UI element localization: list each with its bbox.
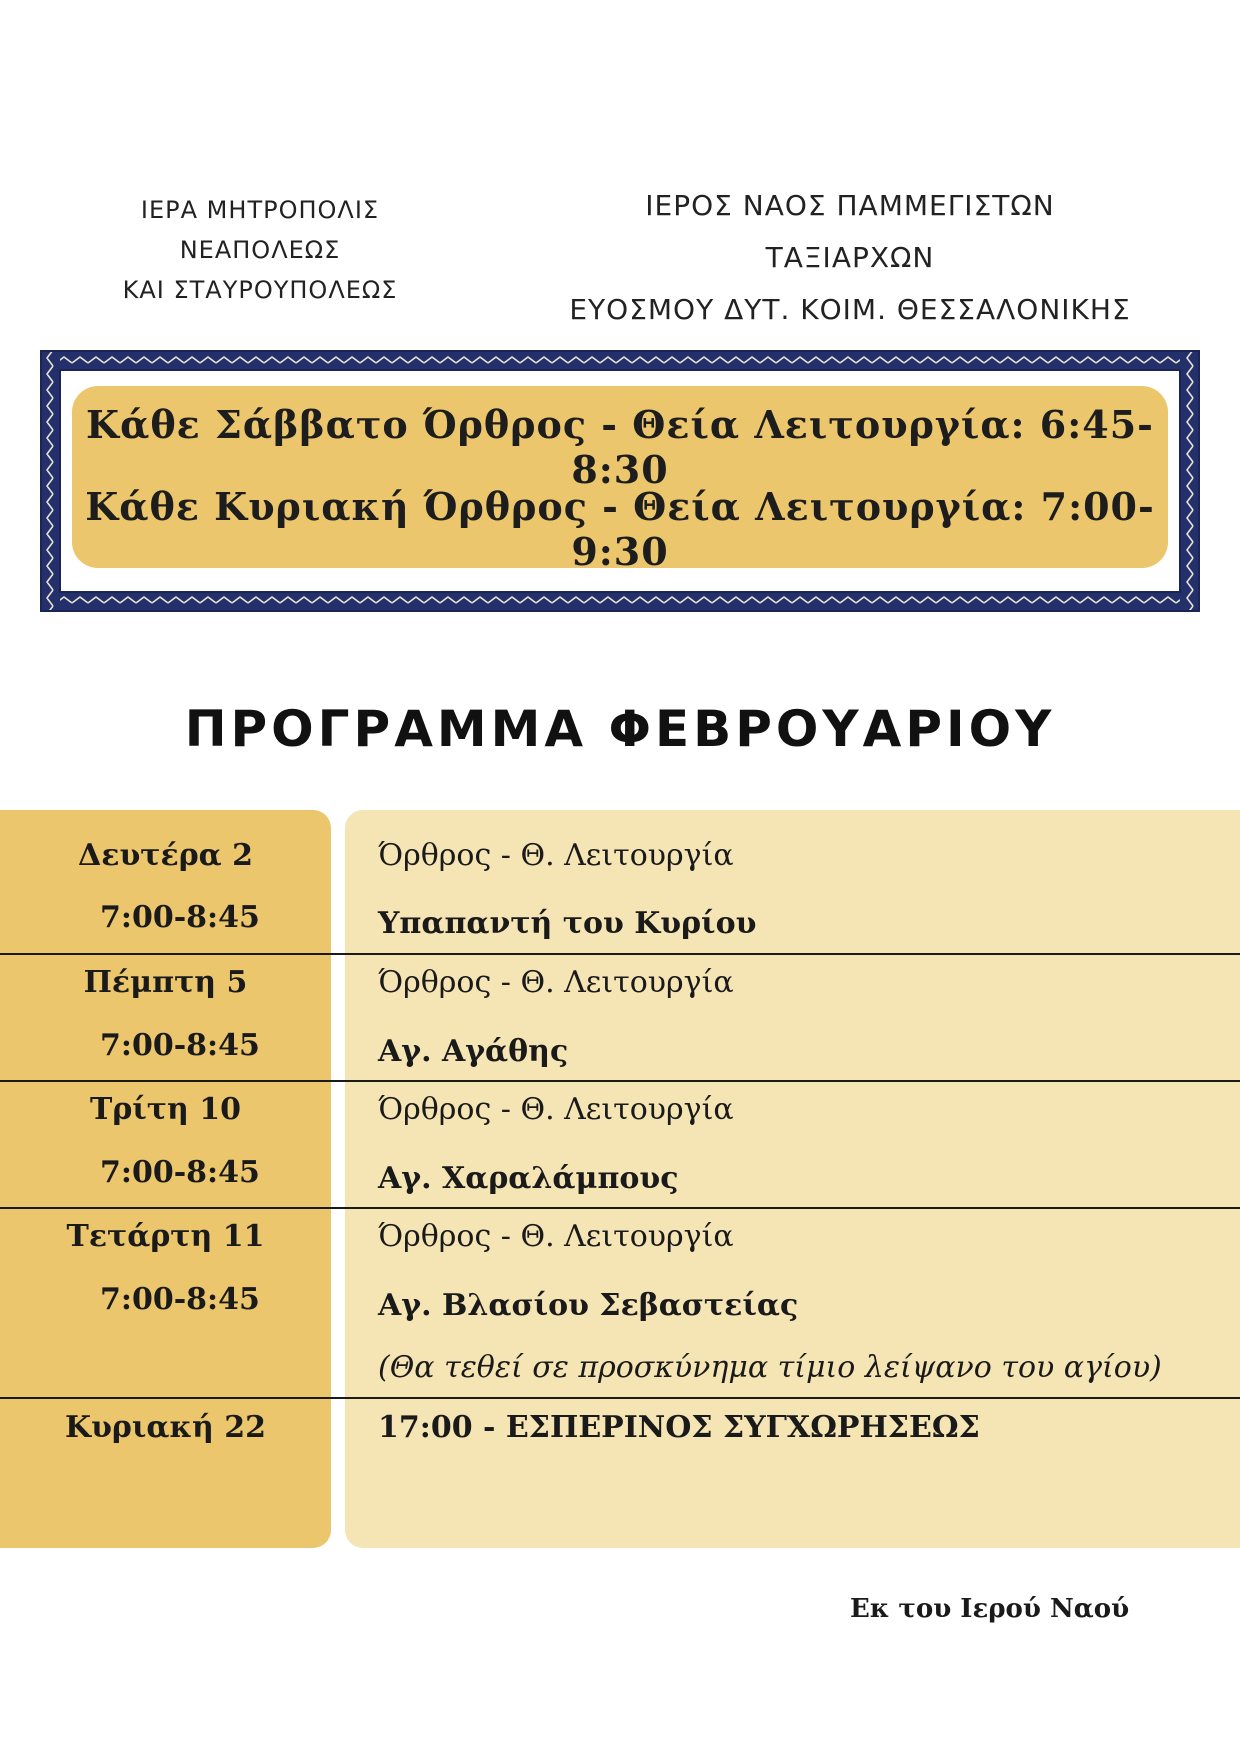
row-3-time: 7:00-8:45 bbox=[100, 1155, 260, 1190]
metropolis-line-1: ΙΕΡΑ ΜΗΤΡΟΠΟΛΙΣ ΝΕΑΠΟΛΕΩΣ bbox=[140, 196, 380, 264]
row-5-day: Κυριακή 22 bbox=[65, 1410, 266, 1445]
row-4-time: 7:00-8:45 bbox=[100, 1282, 260, 1317]
row-2-feast: Αγ. Αγάθης bbox=[378, 1034, 569, 1069]
row-1-feast: Υπαπαντή του Κυρίου bbox=[378, 906, 757, 941]
row-4-day: Τετάρτη 11 bbox=[66, 1219, 265, 1254]
row-5-service: 17:00 - ΕΣΠΕΡΙΝΟΣ ΣΥΓΧΩΡΗΣΕΩΣ bbox=[378, 1410, 980, 1445]
sunday-schedule: Κάθε Κυριακή Όρθρος - Θεία Λειτουργία: 7:00-9:30 bbox=[85, 484, 1155, 574]
row-divider bbox=[0, 953, 1240, 955]
saturday-schedule: Κάθε Σάββατο Όρθρος - Θεία Λειτουργία: 6:45-8:30 bbox=[86, 402, 1154, 492]
row-1-time: 7:00-8:45 bbox=[100, 900, 260, 935]
metropolis-line-2: ΚΑΙ ΣΤΑΥΡΟΥΠΟΛΕΩΣ bbox=[122, 276, 398, 304]
row-3-service: Όρθρος - Θ. Λειτουργία bbox=[378, 1092, 734, 1127]
row-3-feast: Αγ. Χαραλάμπους bbox=[378, 1161, 679, 1196]
metropolis-header bbox=[60, 190, 460, 310]
row-divider bbox=[0, 1080, 1240, 1082]
row-divider bbox=[0, 1397, 1240, 1399]
row-2-day: Πέμπτη 5 bbox=[83, 965, 248, 1000]
church-header bbox=[560, 180, 1140, 336]
row-3-day: Τρίτη 10 bbox=[90, 1092, 241, 1127]
church-line-1: ΙΕΡΟΣ ΝΑΟΣ ΠΑΜΜΕΓΙΣΤΩΝ ΤΑΞΙΑΡΧΩΝ bbox=[645, 189, 1055, 274]
row-1-service: Όρθρος - Θ. Λειτουργία bbox=[378, 838, 734, 873]
row-2-service: Όρθρος - Θ. Λειτουργία bbox=[378, 965, 734, 1000]
row-4-note: (Θα τεθεί σε προσκύνημα τίμιο λείψανο του αγίου) bbox=[378, 1350, 1162, 1385]
row-2-time: 7:00-8:45 bbox=[100, 1028, 260, 1063]
row-4-feast: Αγ. Βλασίου Σεβαστείας bbox=[378, 1288, 799, 1323]
church-line-2: ΕΥΟΣΜΟΥ ΔΥΤ. ΚΟΙΜ. ΘΕΣΣΑΛΟΝΙΚΗΣ bbox=[569, 293, 1131, 326]
row-1-day: Δευτέρα 2 bbox=[77, 838, 254, 873]
footer-signature: Εκ του Ιερού Ναού bbox=[850, 1594, 1130, 1624]
row-divider bbox=[0, 1207, 1240, 1209]
page-title: ΠΡΟΓΡΑΜΜΑ ΦΕΒΡΟΥΑΡΙΟΥ bbox=[184, 700, 1056, 758]
row-4-service: Όρθρος - Θ. Λειτουργία bbox=[378, 1219, 734, 1254]
